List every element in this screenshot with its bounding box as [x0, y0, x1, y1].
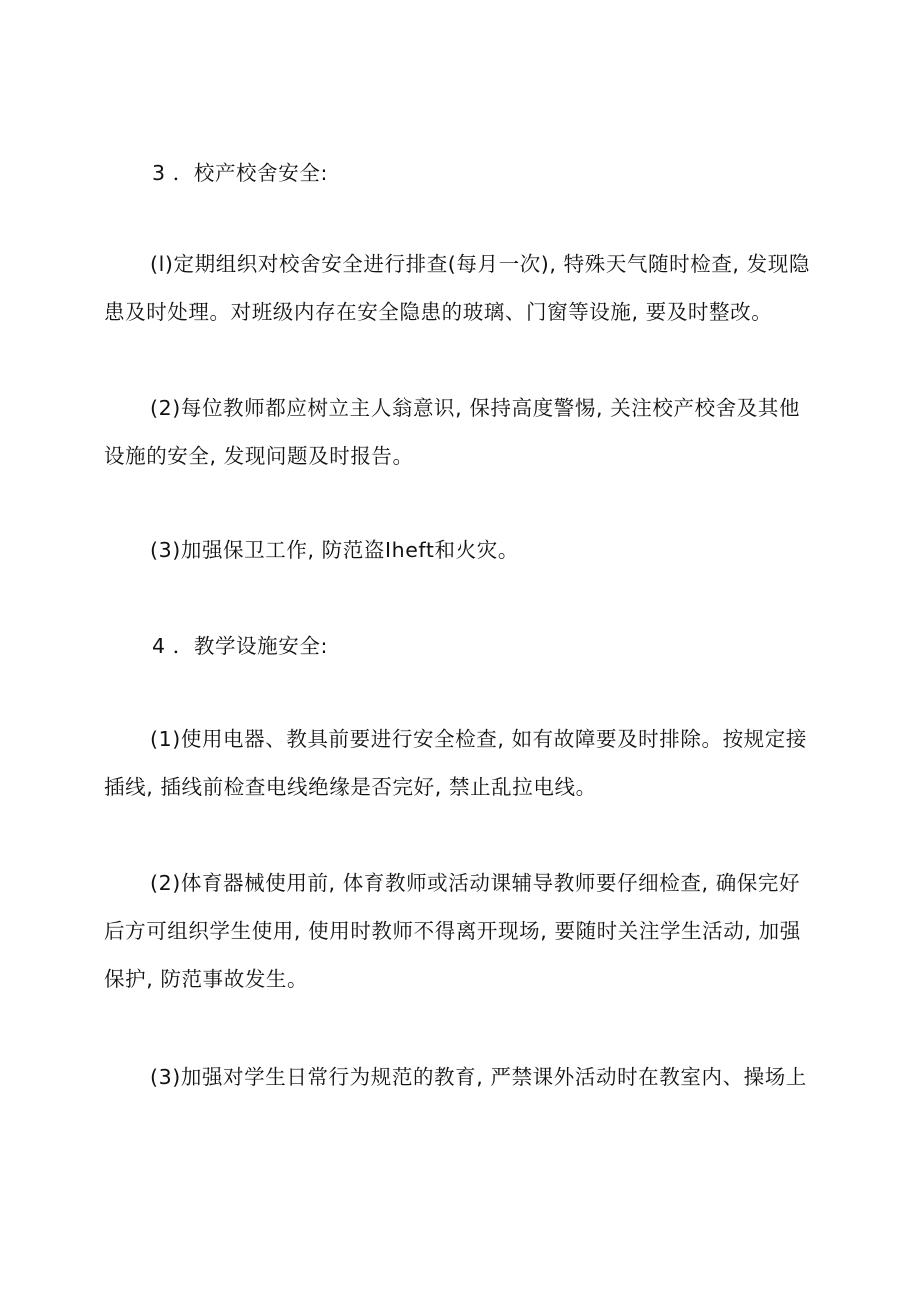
section-heading-4	[152, 622, 872, 670]
paragraph-3-3	[104, 526, 824, 574]
paragraph-4-3	[104, 1053, 824, 1101]
paragraph-line: (2)每位教师都应树立主人翁意识, 保持高度警惕, 关注校产校舍及其他	[150, 396, 801, 420]
paragraph-line: 设施的安全, 发现问题及时报告。	[104, 444, 414, 468]
paragraph-3-1	[104, 240, 824, 336]
paragraph-4-2	[104, 859, 824, 1003]
section-heading-3	[152, 149, 872, 197]
paragraph-line: 后方可组织学生使用, 使用时教师不得离开现场, 要随时关注学生活动, 加强	[104, 919, 801, 943]
paragraph-4-1	[104, 715, 824, 811]
paragraph-line: 保护, 防范事故发生。	[104, 967, 309, 991]
heading-text: 3 ．校产校舍安全:	[152, 161, 328, 185]
paragraph-3-2	[104, 384, 824, 480]
paragraph-line: (2)体育器械使用前, 体育教师或活动课辅导教师要仔细检查, 确保完好	[150, 871, 801, 895]
paragraph-line: 患及时处理。对班级内存在安全隐患的玻璃、门窗等设施, 要及时整改。	[104, 300, 773, 324]
paragraph-line: (3)加强保卫工作, 防范盗Iheft和火灾。	[150, 538, 519, 562]
paragraph-line: (l)定期组织对校舍安全进行排查(每月一次), 特殊天气随时检查, 发现隐	[150, 252, 810, 276]
heading-text: 4 ．教学设施安全:	[152, 634, 328, 658]
paragraph-line: (1)使用电器、教具前要进行安全检查, 如有故障要及时排除。按规定接	[150, 727, 807, 751]
paragraph-line: (3)加强对学生日常行为规范的教育, 严禁课外活动时在教室内、操场上	[150, 1065, 807, 1089]
paragraph-line: 插线, 插线前检查电线绝缘是否完好, 禁止乱拉电线。	[104, 775, 597, 799]
